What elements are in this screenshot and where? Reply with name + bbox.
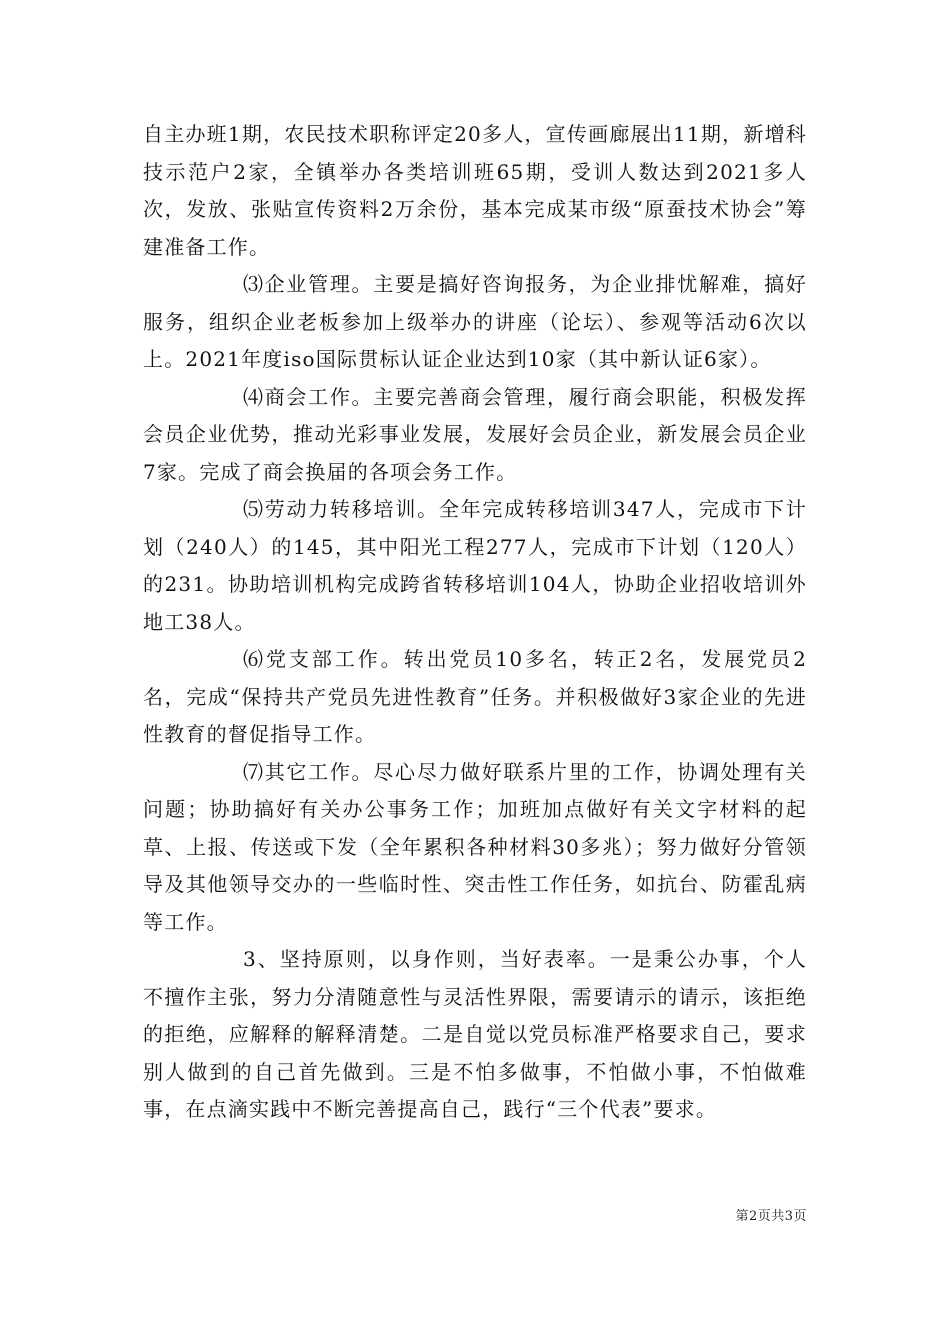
paragraph-enterprise-management: ⑶企业管理。主要是搞好咨询报务，为企业排忧解难，搞好服务，组织企业老板参加上级举办的讲座（论坛）、参观等活动6次以上。2021年度iso国际贯标认证企业达到10家（其中新认证6家）。	[143, 272, 807, 371]
paragraph-labor-transfer-training: ⑸劳动力转移培训。全年完成转移培训347人，完成市下计划（240人）的145，其中阳光工程277人，完成市下计划（120人）的231。协助培训机构完成跨省转移培训104人，协助企业招收培训外地工38人。	[143, 497, 807, 634]
paragraph-party-branch: ⑹党支部工作。转出党员10多名，转正2名，发展党员2名，完成“保持共产党员先进性教育”任务。并积极做好3家企业的先进性教育的督促指导工作。	[143, 647, 807, 746]
paragraph-chamber-of-commerce: ⑷商会工作。主要完善商会管理，履行商会职能，积极发挥会员企业优势，推动光彩事业发展，发展好会员企业，新发展会员企业7家。完成了商会换届的各项会务工作。	[143, 384, 807, 484]
document-body	[143, 116, 807, 1129]
page-number: 第2页共3页	[735, 1209, 807, 1224]
paragraph-principles: 3、坚持原则，以身作则，当好表率。一是秉公办事，个人不擅作主张，努力分清随意性与灵活性界限，需要请示的请示，该拒绝的拒绝，应解释的解释清楚。二是自觉以党员标准严格要求自己，要求别人做到的自己首先做到。三是不怕多做事，不怕做小事，不怕做难事，在点滴实践中不断完善提高自己，践行“三个代表”要求。	[143, 947, 807, 1121]
paragraph-continuation: 自主办班1期，农民技术职称评定20多人，宣传画廊展出11期，新增科技示范户2家，全镇举办各类培训班65期，受训人数达到2021多人次，发放、张贴宣传资料2万余份，基本完成某市级“原蚕技术协会”筹建准备工作。	[143, 122, 807, 259]
paragraph-other-work: ⑺其它工作。尽心尽力做好联系片里的工作，协调处理有关问题；协助搞好有关办公事务工作；加班加点做好有关文字材料的起草、上报、传送或下发（全年累积各种材料30多兆）；努力做好分管领导及其他领导交办的一些临时性、突击性工作任务，如抗台、防霍乱病等工作。	[143, 759, 807, 934]
